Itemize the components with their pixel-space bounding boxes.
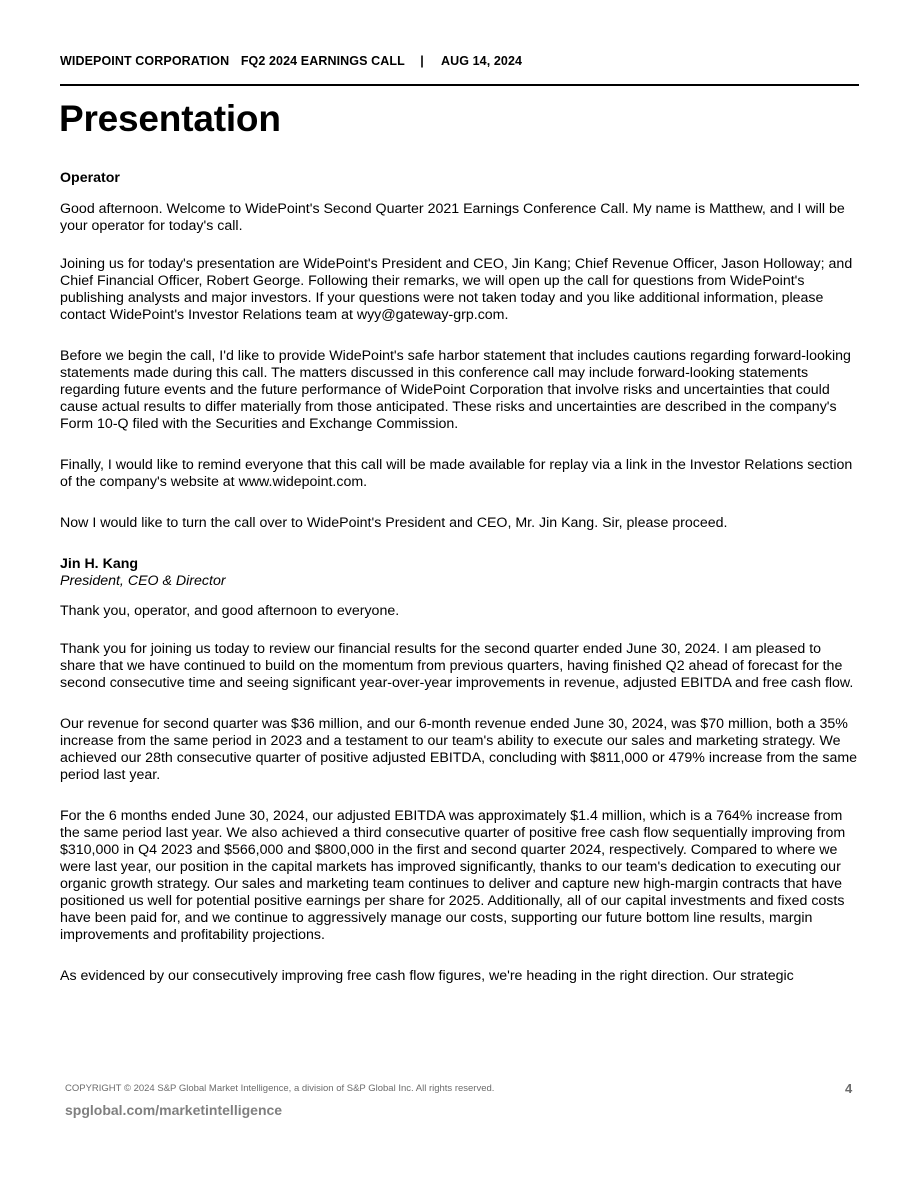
transcript-paragraph: Good afternoon. Welcome to WidePoint's Second Quarter 2021 Earnings Conference Call. My name is Matthew, and I will be your operator for today's call.: [60, 201, 845, 234]
transcript-paragraph: Our revenue for second quarter was $36 million, and our 6-month revenue ended June 30, 2024, was $70 million, both a 35% increase from the same period in 2023 and a testament to our team's ability to execute our sales and marketing strategy. We achieved our 28th consecutive quarter of positive adjusted EBITDA, concluding with $811,000 or 479% increase from the same period last year.: [60, 716, 858, 783]
transcript-body: [60, 170, 860, 1009]
header-separator: |: [420, 54, 424, 68]
transcript-paragraph: Thank you for joining us today to review our financial results for the second quarter ended June 30, 2024. I am pleased to share that we have continued to build on the momentum from previous quarters, having finished Q2 ahead of forecast for the second consecutive time and seeing significant year-over-year improvements in revenue, adjusted EBITDA and free cash flow.: [60, 641, 854, 691]
transcript-paragraph: Finally, I would like to remind everyone that this call will be made available for replay via a link in the Investor Relations section of the company's website at www.widepoint.com.: [60, 457, 853, 490]
section-title: Presentation: [59, 98, 281, 139]
footer-url: spglobal.com/marketintelligence: [65, 1102, 283, 1118]
header-date: AUG 14, 2024: [440, 54, 523, 68]
page-number: 4: [845, 1081, 853, 1096]
transcript-paragraph: Before we begin the call, I'd like to provide WidePoint's safe harbor statement that includes cautions regarding forward-looking statements made during this call. The matters discussed in this conference call may include forward-looking statements regarding future events and the future performance of WidePoint Corporation that involve risks and uncertainties that could cause actual results to differ materially from those anticipated. These risks and uncertainties are described in the company's Form 10-Q filed with the Securities and Exchange Commission.: [60, 348, 851, 432]
transcript-paragraph: Joining us for today's presentation are WidePoint's President and CEO, Jin Kang; Chief Revenue Officer, Jason Holloway; and Chief Financial Officer, Robert George. Following their remarks, we will open up the call for questions from WidePoint's publishing analysts and major investors. If your questions were not taken today and you like additional information, please contact WidePoint's Investor Relations team at wyy@gateway-grp.com.: [60, 256, 853, 323]
speaker-name-jin-kang: Jin H. Kang: [60, 556, 139, 572]
transcript-paragraph: For the 6 months ended June 30, 2024, our adjusted EBITDA was approximately $1.4 million, which is a 764% increase from the same period last year. We also achieved a third consecutive quarter of positive free cash flow sequentially improving from $310,000 in Q4 2023 and $566,000 and $800,000 in the first and second quarter 2024, respectively. Compared to where we were last year, our position in the capital markets has improved significantly, thanks to our team's dedication to executing our organic growth strategy. Our sales and marketing team continues to deliver and capture new high-margin contracts that have positioned us well for potential positive earnings per share for 2025. Additionally, all of our capital investments and fixed costs have been paid for, and we continue to aggressively manage our costs, supporting our future bottom line results, margin improvements and profitability projections.: [60, 808, 846, 943]
header-event: FQ2 2024 EARNINGS CALL: [240, 54, 405, 68]
page-header: [60, 54, 522, 68]
header-divider: [60, 84, 859, 86]
footer-copyright: COPYRIGHT © 2024 S&P Global Market Intelligence, a division of S&P Global Inc. All rights reserved.: [65, 1083, 495, 1094]
header-company: WIDEPOINT CORPORATION: [60, 54, 230, 68]
speaker-role: President, CEO & Director: [60, 573, 226, 589]
transcript-paragraph: As evidenced by our consecutively improving free cash flow figures, we're heading in the right direction. Our strategic: [60, 968, 794, 984]
transcript-paragraph: Thank you, operator, and good afternoon to everyone.: [60, 603, 400, 619]
transcript-paragraph: Now I would like to turn the call over to WidePoint's President and CEO, Mr. Jin Kang. Sir, please proceed.: [60, 515, 728, 531]
speaker-name-operator: Operator: [60, 170, 120, 186]
